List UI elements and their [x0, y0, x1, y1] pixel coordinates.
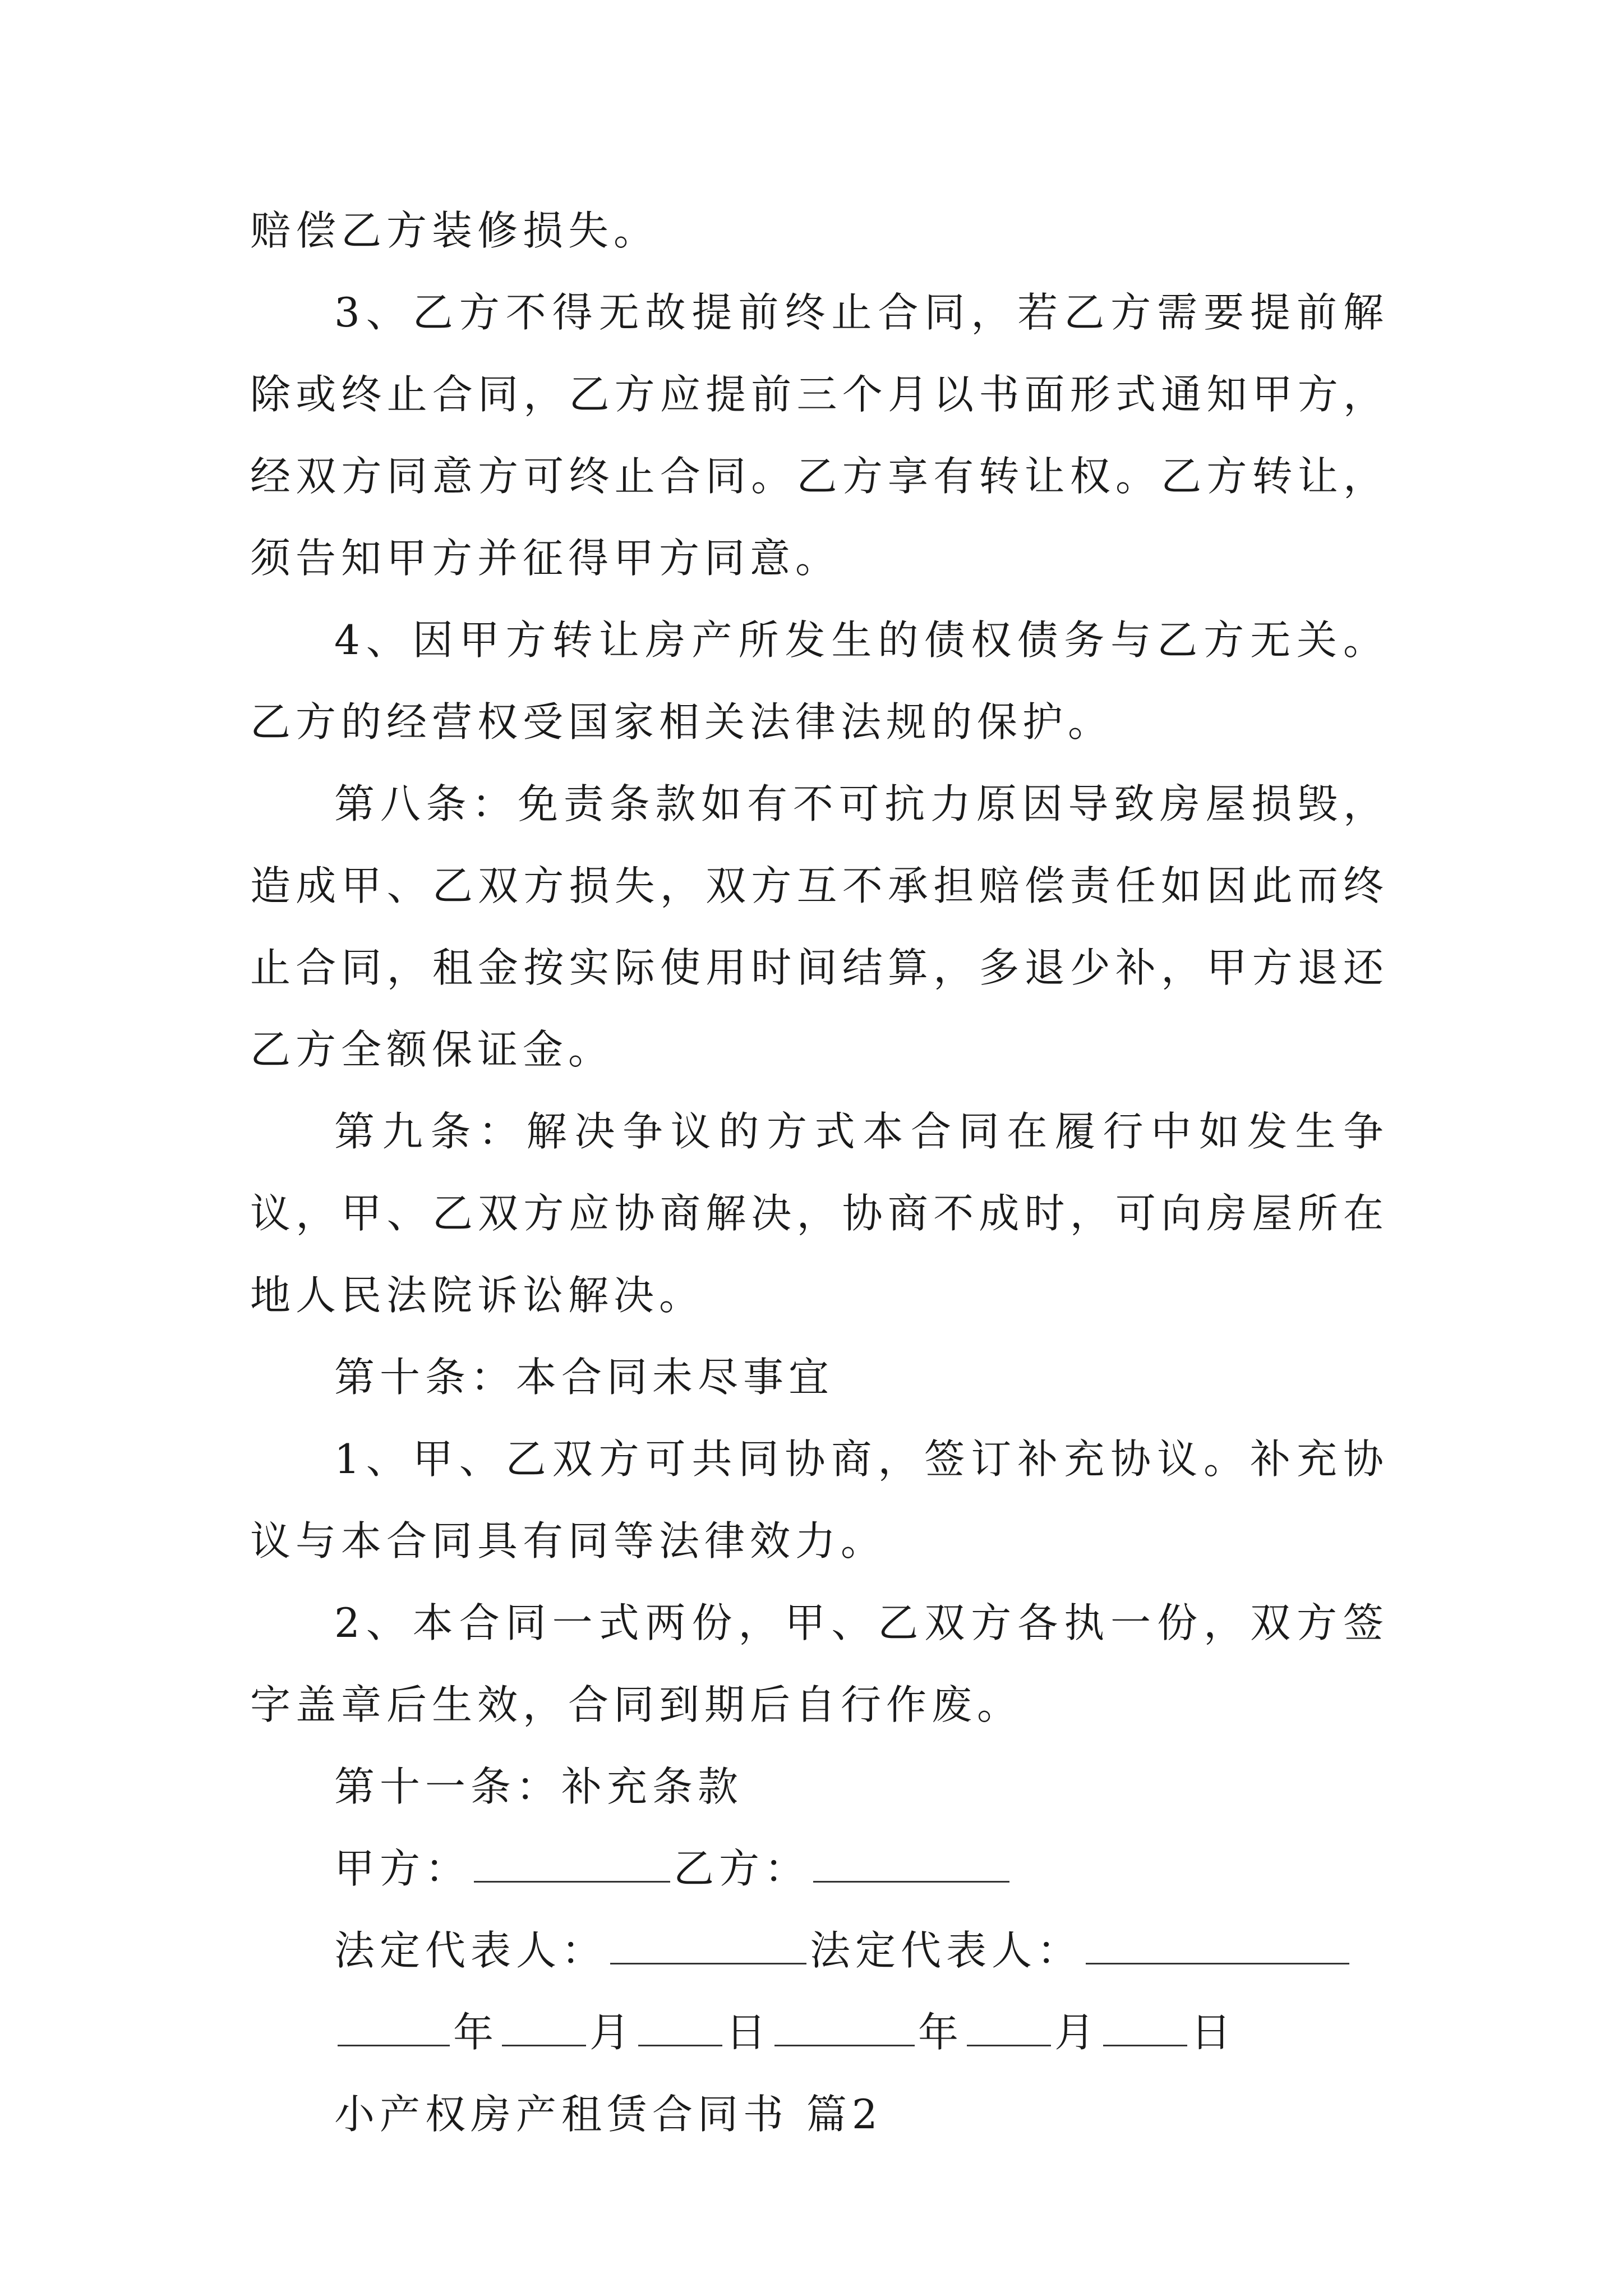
signature-representatives-line	[250, 1910, 1389, 1991]
paragraph-clause-3: 3、乙方不得无故提前终止合同，若乙方需要提前解除或终止合同，乙方应提前三个月以书面形式通知甲方，经双方同意方可终止合同。乙方享有转让权。乙方转让，须告知甲方并征得甲方同意。	[250, 289, 1389, 582]
rep-a-blank	[610, 1927, 806, 1964]
paragraph-article-11: 第十一条：补充条款	[334, 1763, 744, 1810]
rep-a-label: 法定代表人：	[334, 1927, 607, 1974]
rep-b-label: 法定代表人：	[810, 1927, 1083, 1974]
signature-dates-line	[250, 1991, 1389, 2073]
paragraph-compensation-end: 赔偿乙方装修损失。	[250, 207, 660, 254]
party-a-blank	[474, 1845, 670, 1883]
date-b-year-label: 年	[918, 2009, 964, 2056]
date-b-month-label: 月	[1054, 2009, 1100, 2056]
document-body	[250, 190, 1389, 2155]
paragraph-article-9: 第九条：解决争议的方式本合同在履行中如发生争议，甲、乙双方应协商解决，协商不成时，可向房屋所在地人民法院诉讼解决。	[250, 1108, 1389, 1319]
date-a-day-label: 日	[726, 2009, 772, 2056]
date-a-year-blank	[338, 2009, 450, 2046]
date-b-month-blank	[967, 2009, 1051, 2046]
next-section-title: 小产权房产租赁合同书 篇2	[334, 2091, 883, 2138]
date-a-month-blank	[502, 2009, 586, 2046]
date-a-day-blank	[638, 2009, 722, 2046]
party-a-label: 甲方：	[334, 1845, 471, 1892]
paragraph-clause-4: 4、因甲方转让房产所发生的债权债务与乙方无关。乙方的经营权受国家相关法律法规的保护。	[250, 616, 1389, 746]
party-b-blank	[813, 1845, 1009, 1883]
party-b-label: 乙方：	[674, 1845, 810, 1892]
signature-parties-line	[250, 1828, 1389, 1910]
date-a-year-label: 年	[453, 2009, 499, 2056]
date-a-month-label: 月	[589, 2009, 635, 2056]
date-b-year-blank	[774, 2009, 915, 2046]
date-b-day-blank	[1103, 2009, 1187, 2046]
paragraph-article-10: 第十条：本合同未尽事宜	[334, 1354, 834, 1401]
paragraph-article-10-item-2: 2、本合同一式两份，甲、乙双方各执一份，双方签字盖章后生效，合同到期后自行作废。	[250, 1599, 1389, 1728]
paragraph-article-8: 第八条：免责条款如有不可抗力原因导致房屋损毁，造成甲、乙双方损失，双方互不承担赔偿责任如因此而终止合同，租金按实际使用时间结算，多退少补，甲方退还乙方全额保证金。	[250, 780, 1389, 1073]
date-b-day-label: 日	[1191, 2009, 1237, 2056]
rep-b-blank	[1086, 1927, 1349, 1964]
paragraph-article-10-item-1: 1、甲、乙双方可共同协商，签订补充协议。补充协议与本合同具有同等法律效力。	[250, 1435, 1389, 1565]
